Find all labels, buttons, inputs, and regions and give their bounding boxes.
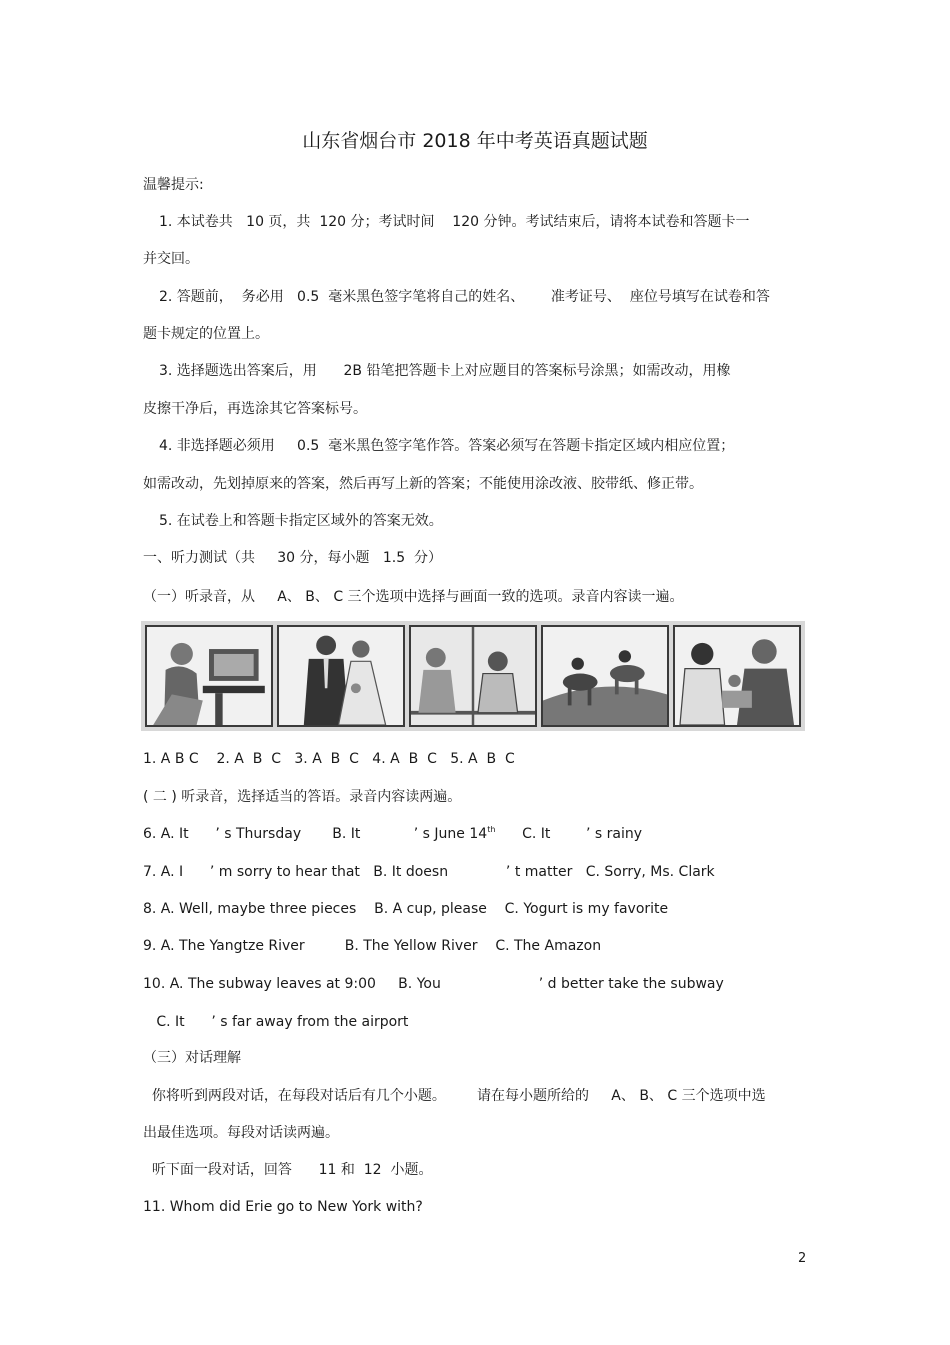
tip-line: 题卡规定的位置上。: [143, 326, 269, 342]
question-10-option-c: C. It ’ s far away from the airport: [143, 1014, 409, 1030]
part1-answer-options: 1. A B C 2. A B C 3. A B C 4. A B C 5. A B C: [143, 751, 515, 767]
tip-line: 如需改动，先划掉原来的答案，然后再写上新的答案；不能使用涂改液、胶带纸、修正带。: [143, 476, 703, 492]
question-8: 8. A. Well, maybe three pieces B. A cup, please C. Yogurt is my favorite: [143, 901, 669, 917]
part3-heading: （三）对话理解: [143, 1050, 241, 1066]
tip-line: 3. 选择题选出答案后，用 2B 铅笔把答题卡上对应题目的答案标号涂黑；如需改动，用橡: [159, 363, 731, 379]
tip-line: 5. 在试卷上和答题卡指定区域外的答案无效。: [159, 513, 443, 529]
picture-4-horses: [541, 625, 669, 727]
tip-line: 4. 非选择题必须用 0.5 毫米黑色签字笔作答。答案必须写在答题卡指定区域内相应位置；: [159, 438, 735, 454]
question-9: 9. A. The Yangtze River B. The Yellow River C. The Amazon: [143, 938, 602, 954]
part2-heading: ( 二 ) 听录音，选择适当的答语。录音内容读两遍。: [143, 789, 462, 805]
part3-dialogue-note: 听下面一段对话，回答 11 和 12 小题。: [143, 1162, 433, 1178]
picture-2-wedding: [277, 625, 405, 727]
question-6-superscript: th: [487, 825, 496, 834]
section1-heading: 一、听力测试（共 30 分，每小题 1.5 分）: [143, 550, 443, 566]
tips-heading: 温馨提示:: [143, 177, 204, 193]
tip-line: 皮擦干净后，再选涂其它答案标号。: [143, 401, 367, 417]
question-11: 11. Whom did Erie go to New York with?: [143, 1199, 423, 1215]
page-number: 2: [798, 1251, 807, 1266]
page-title: 山东省烟台市 2018 年中考英语真题试题: [302, 130, 648, 152]
question-6-option-c: C. It ’ s rainy: [495, 826, 643, 842]
tip-line: 1. 本试卷共 10 页，共 120 分；考试时间 120 分钟。考试结束后，请将本试卷和答题卡一: [159, 214, 750, 230]
question-6-options: 6. A. It ’ s Thursday B. It ’ s June 14: [143, 826, 488, 842]
part3-instructions: 出最佳选项。每段对话读两遍。: [143, 1125, 339, 1141]
question-6: [143, 824, 642, 846]
part1-heading: （一）听录音，从 A、 B、 C 三个选项中选择与画面一致的选项。录音内容读一遍。: [143, 589, 684, 605]
picture-1-computer: [145, 625, 273, 727]
tip-line: 2. 答题前， 务必用 0.5 毫米黑色签字笔将自己的姓名、 准考证号、 座位号填写在试卷和答: [159, 289, 770, 305]
question-7: 7. A. I ’ m sorry to hear that B. It doesn ’ t matter C. Sorry, Ms. Clark: [143, 864, 715, 880]
picture-3-window: [409, 625, 537, 727]
listening-pictures: [141, 621, 805, 731]
tip-line: 并交回。: [143, 251, 199, 267]
picture-5-family: [673, 625, 801, 727]
question-10: 10. A. The subway leaves at 9:00 B. You ’ d better take the subway: [143, 976, 724, 992]
part3-instructions: 你将听到两段对话，在每段对话后有几个小题。 请在每小题所给的 A、 B、 C 三个选项中选: [143, 1088, 766, 1104]
